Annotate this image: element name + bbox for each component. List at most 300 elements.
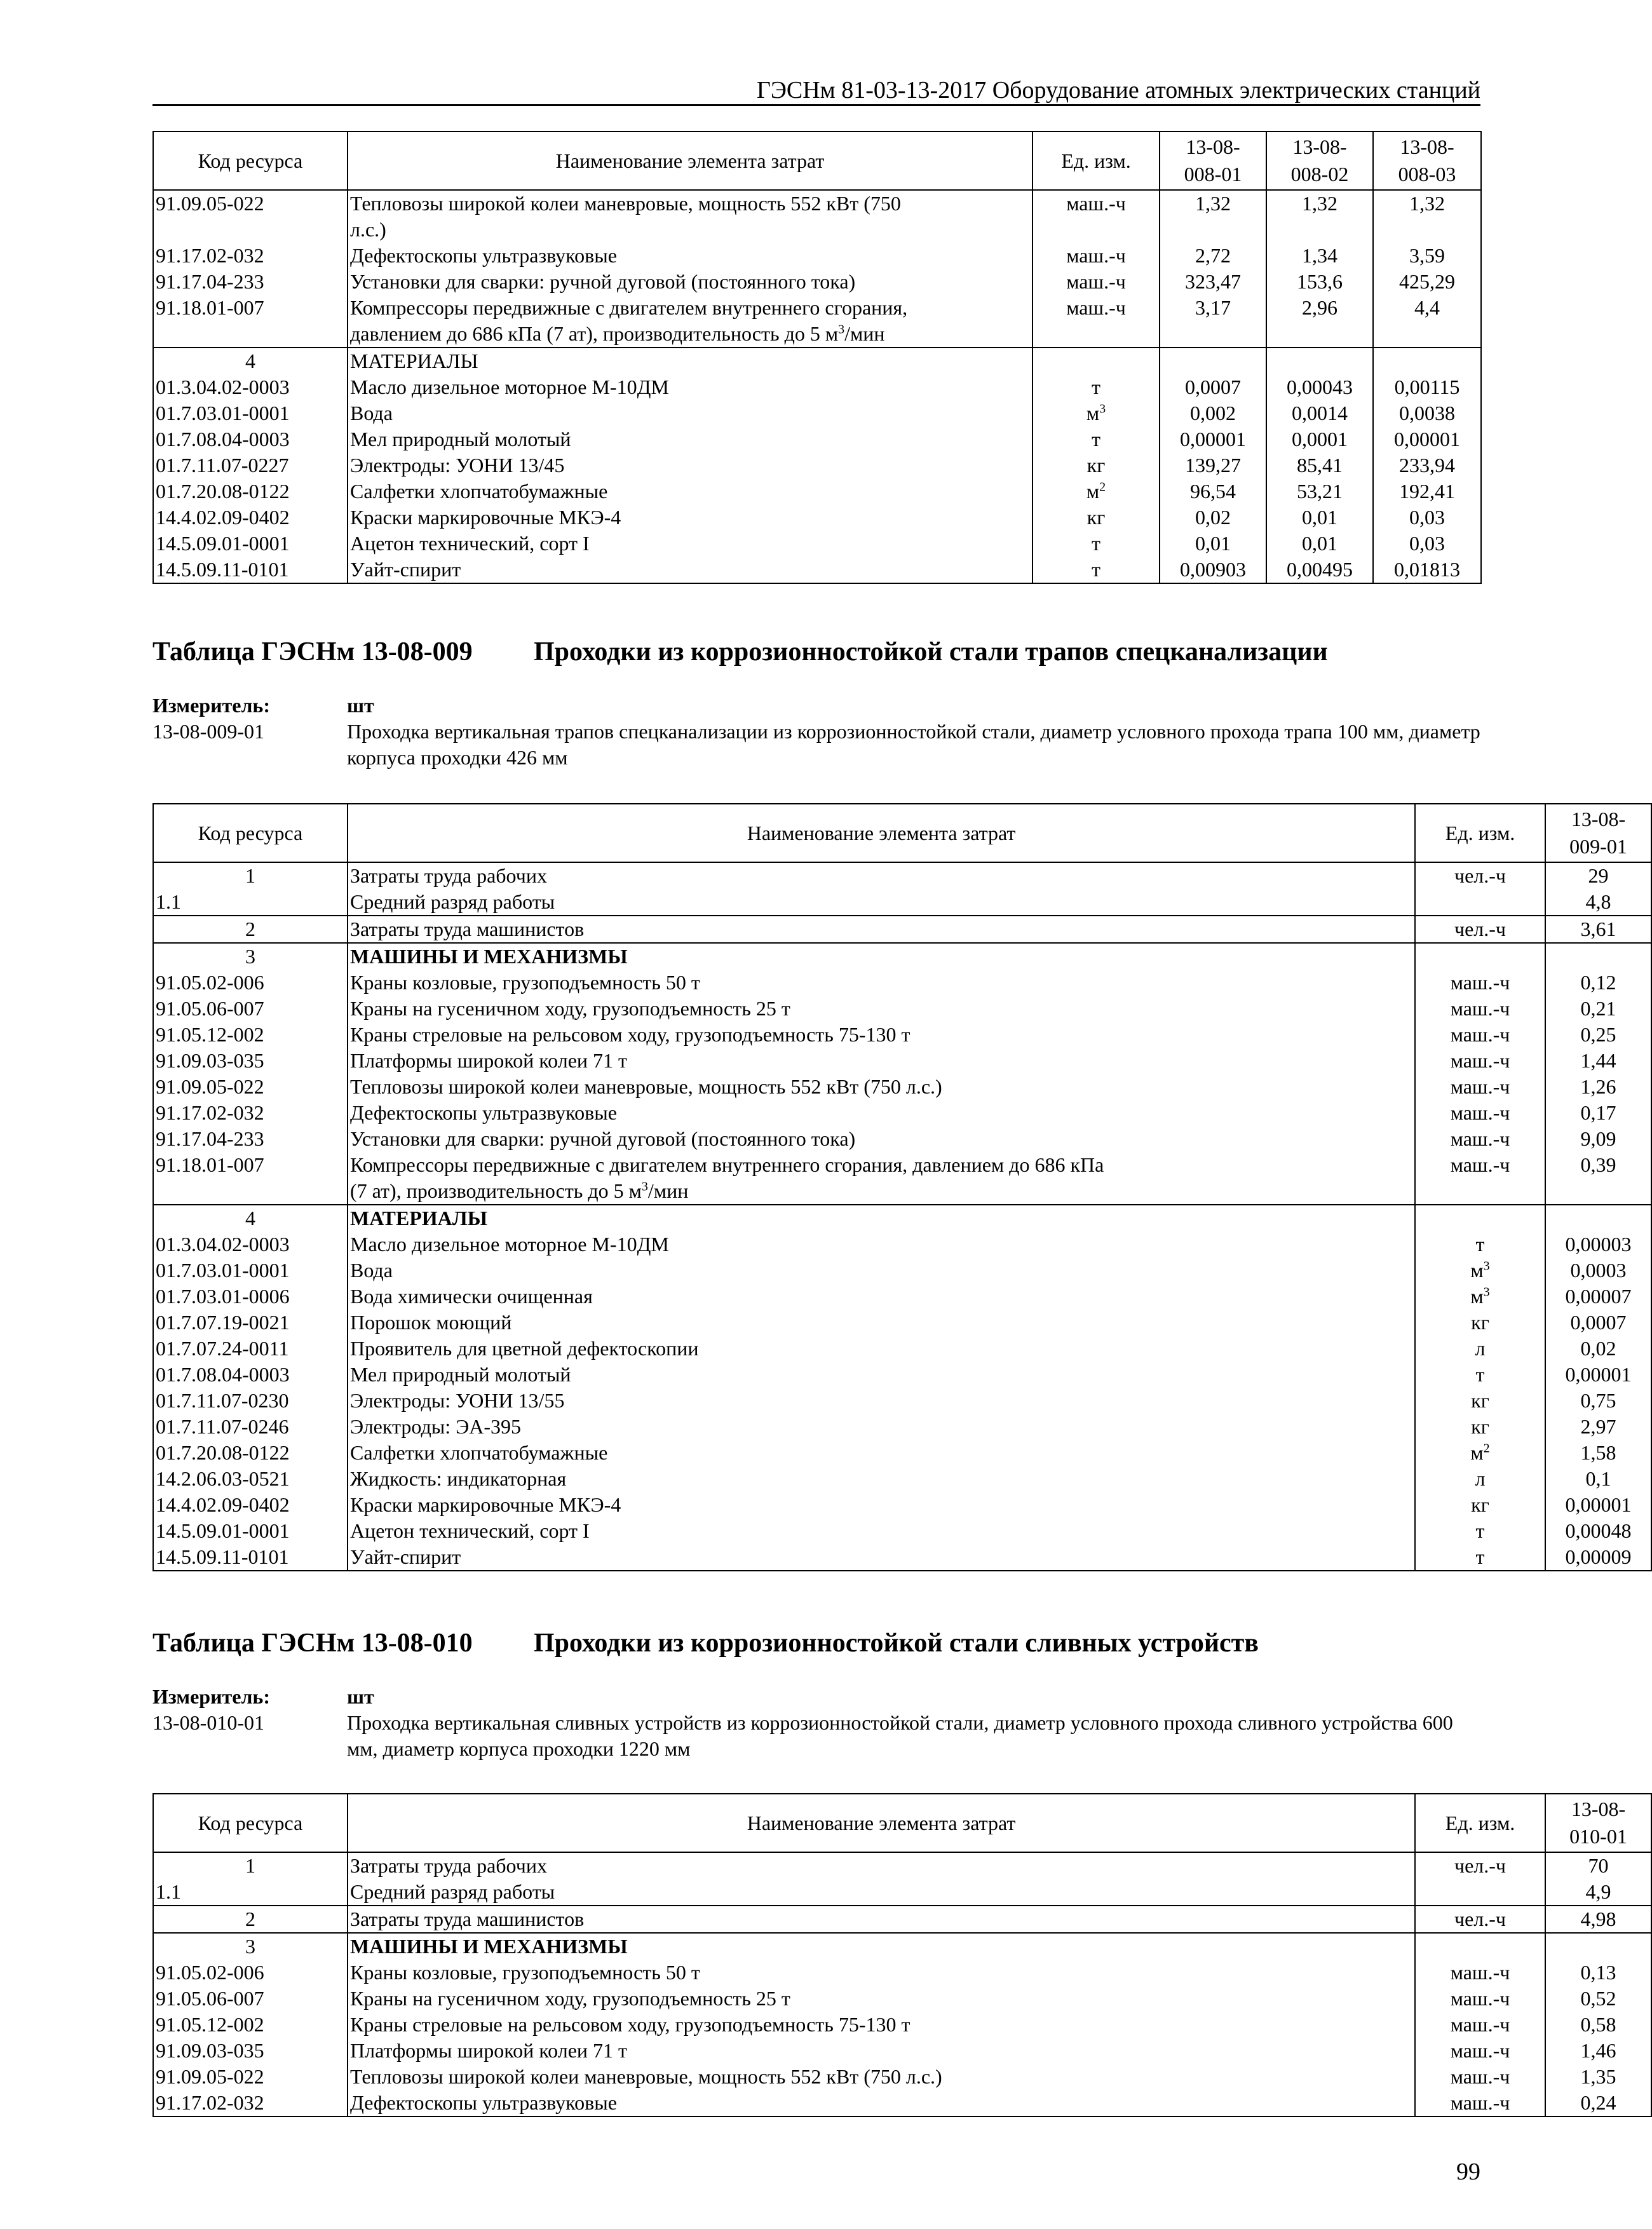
resource-value: 9,09 bbox=[1545, 1126, 1651, 1152]
resource-name: Краны козловые, грузоподъемность 50 т bbox=[348, 970, 1415, 996]
resource-code: 1.1 bbox=[153, 889, 348, 916]
resource-name: МАШИНЫ И МЕХАНИЗМЫ bbox=[348, 943, 1415, 970]
running-header: ГЭСНм 81-03-13-2017 Оборудование атомных электрических станций bbox=[756, 77, 1480, 104]
resource-value: 0,00009 bbox=[1545, 1544, 1651, 1571]
resource-value bbox=[1266, 348, 1373, 374]
resource-value: 0,39 bbox=[1545, 1152, 1651, 1205]
resource-name: Платформы широкой колеи 71 т bbox=[348, 2038, 1415, 2064]
resource-code: 14.5.09.01-0001 bbox=[153, 531, 348, 557]
table-row bbox=[153, 1100, 1651, 1126]
caption-number: Таблица ГЭСНм 13-08-010 bbox=[152, 1629, 473, 1658]
resource-unit: маш.-ч bbox=[1415, 1048, 1545, 1074]
table-row bbox=[153, 1074, 1651, 1100]
resource-value: 0,1 bbox=[1545, 1466, 1651, 1492]
resource-unit: маш.-ч bbox=[1415, 1960, 1545, 1986]
resource-name: Краны козловые, грузоподъемность 50 т bbox=[348, 1960, 1415, 1986]
table-row bbox=[153, 1152, 1651, 1205]
col-header-norm: 13-08- 008-03 bbox=[1373, 132, 1481, 190]
resource-name: Затраты труда рабочих bbox=[348, 862, 1415, 889]
resource-unit: маш.-ч bbox=[1415, 1100, 1545, 1126]
resource-unit: чел.-ч bbox=[1415, 916, 1545, 943]
resource-value: 0,0001 bbox=[1266, 426, 1373, 452]
resource-unit: маш.-ч bbox=[1415, 2038, 1545, 2064]
resource-value bbox=[1545, 1933, 1651, 1960]
resource-name: МАТЕРИАЛЫ bbox=[348, 348, 1032, 374]
resource-name: Электроды: ЭА-395 bbox=[348, 1414, 1415, 1440]
resource-unit: чел.-ч bbox=[1415, 1852, 1545, 1879]
table-row bbox=[153, 269, 1481, 295]
resource-unit: чел.-ч bbox=[1415, 862, 1545, 889]
resource-unit bbox=[1415, 1879, 1545, 1906]
resource-value: 0,75 bbox=[1545, 1388, 1651, 1414]
table-header-row bbox=[153, 1794, 1651, 1852]
header-rule bbox=[152, 104, 1480, 106]
caption-number: Таблица ГЭСНм 13-08-009 bbox=[152, 637, 473, 667]
resource-value: 0,12 bbox=[1545, 970, 1651, 996]
resource-value: 0,03 bbox=[1373, 505, 1481, 531]
resource-code: 2 bbox=[153, 916, 348, 943]
resource-unit: маш.-ч bbox=[1415, 1152, 1545, 1205]
resource-unit: кг bbox=[1415, 1414, 1545, 1440]
resource-value: 4,4 bbox=[1373, 295, 1481, 348]
resource-value: 1,35 bbox=[1545, 2064, 1651, 2090]
resource-value: 0,03 bbox=[1373, 531, 1481, 557]
resource-unit: т bbox=[1415, 1362, 1545, 1388]
col-header-code: Код ресурса bbox=[153, 804, 348, 862]
resource-value: 0,002 bbox=[1160, 400, 1266, 426]
resource-value: 0,00001 bbox=[1373, 426, 1481, 452]
caption-title: Проходки из коррозионностойкой стали сливных устройств bbox=[534, 1629, 1259, 1658]
resource-code: 91.09.03-035 bbox=[153, 2038, 348, 2064]
measure-unit: шт bbox=[347, 1685, 374, 1708]
table-row bbox=[153, 1048, 1651, 1074]
resource-value bbox=[1373, 348, 1481, 374]
resource-value: 0,00007 bbox=[1545, 1284, 1651, 1310]
resource-code: 3 bbox=[153, 1933, 348, 1960]
col-header-norm: 13-08- 008-02 bbox=[1266, 132, 1373, 190]
resource-value: 4,8 bbox=[1545, 889, 1651, 916]
resource-name: Вода bbox=[348, 400, 1032, 426]
resource-value: 0,24 bbox=[1545, 2090, 1651, 2117]
resource-table-13-08-008 bbox=[152, 131, 1482, 584]
measure-unit: шт bbox=[347, 694, 374, 717]
table-row bbox=[153, 1414, 1651, 1440]
table-row bbox=[153, 1492, 1651, 1518]
table-caption-13-08-010 bbox=[152, 1627, 1259, 1660]
table-row bbox=[153, 1544, 1651, 1571]
resource-code: 01.7.11.07-0230 bbox=[153, 1388, 348, 1414]
col-header-name: Наименование элемента затрат bbox=[348, 804, 1415, 862]
table-row bbox=[153, 1310, 1651, 1336]
table-row bbox=[153, 1257, 1651, 1284]
resource-value: 0,01813 bbox=[1373, 557, 1481, 583]
table-row bbox=[153, 889, 1651, 916]
resource-name: Ацетон технический, сорт I bbox=[348, 1518, 1415, 1544]
resource-value: 53,21 bbox=[1266, 478, 1373, 505]
item-description: Проходка вертикальная сливных устройств из коррозионностойкой стали, диаметр условного прохода сливного устройства 600 мм, диаметр корпуса проходки 1220 мм bbox=[347, 1711, 1453, 1760]
table-row bbox=[153, 243, 1481, 269]
resource-unit: маш.-ч bbox=[1415, 1126, 1545, 1152]
measure-label: Измеритель: bbox=[152, 1685, 270, 1708]
resource-value: 0,0003 bbox=[1545, 1257, 1651, 1284]
resource-name: Масло дизельное моторное М-10ДМ bbox=[348, 1231, 1415, 1257]
resource-value: 233,94 bbox=[1373, 452, 1481, 478]
resource-unit: $м^3$ bbox=[1415, 1257, 1545, 1284]
table-row bbox=[153, 557, 1481, 583]
resource-name: Краны стреловые на рельсовом ходу, грузоподъемность 75-130 т bbox=[348, 2012, 1415, 2038]
resource-name: Тепловозы широкой колеи маневровые, мощность 552 кВт (750 л.с.) bbox=[348, 2064, 1415, 2090]
resource-code: 01.7.20.08-0122 bbox=[153, 478, 348, 505]
resource-value: 323,47 bbox=[1160, 269, 1266, 295]
resource-code: 91.05.06-007 bbox=[153, 1986, 348, 2012]
table-header-row bbox=[153, 804, 1651, 862]
resource-value: 0,01 bbox=[1266, 505, 1373, 531]
resource-code: 14.4.02.09-0402 bbox=[153, 1492, 348, 1518]
resource-unit: маш.-ч bbox=[1415, 2012, 1545, 2038]
resource-unit: $м^3$ bbox=[1415, 1284, 1545, 1310]
resource-value: 0,00495 bbox=[1266, 557, 1373, 583]
measure-block-13-08-010 bbox=[152, 1684, 1480, 1762]
table-header-row bbox=[153, 132, 1481, 190]
resource-value: 0,00001 bbox=[1545, 1362, 1651, 1388]
resource-value: 0,58 bbox=[1545, 2012, 1651, 2038]
resource-value: 96,54 bbox=[1160, 478, 1266, 505]
table-row bbox=[153, 1231, 1651, 1257]
resource-name: Краски маркировочные МКЭ-4 bbox=[348, 1492, 1415, 1518]
resource-value: 0,00001 bbox=[1545, 1492, 1651, 1518]
resource-unit: кг bbox=[1032, 452, 1160, 478]
table-caption-13-08-009 bbox=[152, 635, 1328, 668]
resource-value: 3,17 bbox=[1160, 295, 1266, 348]
section-row bbox=[153, 1852, 1651, 1879]
table-row bbox=[153, 1986, 1651, 2012]
resource-code: 01.7.07.19-0021 bbox=[153, 1310, 348, 1336]
resource-unit: чел.-ч bbox=[1415, 1906, 1545, 1933]
section-row bbox=[153, 862, 1651, 889]
resource-name: Электроды: УОНИ 13/55 bbox=[348, 1388, 1415, 1414]
resource-value: 1,34 bbox=[1266, 243, 1373, 269]
resource-name: Компрессоры передвижные с двигателем внутреннего сгорания, давлением до 686 кПа (7 ат), производительность до 5 $м^3$/мин bbox=[348, 295, 1032, 348]
resource-code: 91.09.05-022 bbox=[153, 1074, 348, 1100]
table-row bbox=[153, 1284, 1651, 1310]
resource-value: 153,6 bbox=[1266, 269, 1373, 295]
resource-value: 0,00048 bbox=[1545, 1518, 1651, 1544]
resource-code: 91.18.01-007 bbox=[153, 1152, 348, 1205]
resource-code: 14.4.02.09-0402 bbox=[153, 505, 348, 531]
resource-value: 0,0038 bbox=[1373, 400, 1481, 426]
resource-value: 139,27 bbox=[1160, 452, 1266, 478]
resource-value: 2,97 bbox=[1545, 1414, 1651, 1440]
measure-label: Измеритель: bbox=[152, 694, 270, 717]
resource-code: 91.05.02-006 bbox=[153, 970, 348, 996]
resource-name: Затраты труда рабочих bbox=[348, 1852, 1415, 1879]
resource-name: Дефектоскопы ультразвуковые bbox=[348, 2090, 1415, 2117]
resource-unit bbox=[1415, 943, 1545, 970]
table-row bbox=[153, 1388, 1651, 1414]
resource-unit: кг bbox=[1415, 1492, 1545, 1518]
resource-name: Уайт-спирит bbox=[348, 557, 1032, 583]
table-row bbox=[153, 996, 1651, 1022]
resource-name: Вода химически очищенная bbox=[348, 1284, 1415, 1310]
resource-code: 01.3.04.02-0003 bbox=[153, 1231, 348, 1257]
col-header-name: Наименование элемента затрат bbox=[348, 1794, 1415, 1852]
table-row bbox=[153, 2038, 1651, 2064]
resource-value: 4,9 bbox=[1545, 1879, 1651, 1906]
resource-code: 1 bbox=[153, 1852, 348, 1879]
resource-unit: т bbox=[1415, 1231, 1545, 1257]
resource-name: Краны на гусеничном ходу, грузоподъемность 25 т bbox=[348, 1986, 1415, 2012]
resource-name: Порошок моющий bbox=[348, 1310, 1415, 1336]
resource-unit: т bbox=[1032, 374, 1160, 400]
resource-code: 01.7.08.04-0003 bbox=[153, 426, 348, 452]
resource-table-13-08-009 bbox=[152, 803, 1652, 1571]
resource-code: 91.05.06-007 bbox=[153, 996, 348, 1022]
resource-value: 1,32 bbox=[1160, 190, 1266, 243]
resource-value: 0,17 bbox=[1545, 1100, 1651, 1126]
resource-value: 192,41 bbox=[1373, 478, 1481, 505]
resource-value: 0,0007 bbox=[1160, 374, 1266, 400]
table-row bbox=[153, 2064, 1651, 2090]
resource-name: Компрессоры передвижные с двигателем внутреннего сгорания, давлением до 686 кПа (7 ат), производительность до 5 $м^3$/мин bbox=[348, 1152, 1415, 1205]
resource-unit: маш.-ч bbox=[1415, 2090, 1545, 2117]
resource-code: 91.05.12-002 bbox=[153, 2012, 348, 2038]
resource-name: Масло дизельное моторное М-10ДМ bbox=[348, 374, 1032, 400]
resource-value bbox=[1160, 348, 1266, 374]
resource-unit bbox=[1032, 348, 1160, 374]
resource-table-13-08-010 bbox=[152, 1793, 1652, 2117]
resource-value: 2,96 bbox=[1266, 295, 1373, 348]
resource-name: Затраты труда машинистов bbox=[348, 916, 1415, 943]
resource-name: Установки для сварки: ручной дуговой (постоянного тока) bbox=[348, 269, 1032, 295]
resource-value: 0,02 bbox=[1545, 1336, 1651, 1362]
table-row bbox=[153, 1022, 1651, 1048]
resource-unit bbox=[1415, 889, 1545, 916]
resource-code: 91.05.02-006 bbox=[153, 1960, 348, 1986]
resource-code: 1 bbox=[153, 862, 348, 889]
resource-value: 0,0014 bbox=[1266, 400, 1373, 426]
measure-block-13-08-009 bbox=[152, 693, 1480, 771]
resource-unit: т bbox=[1032, 557, 1160, 583]
resource-unit: кг bbox=[1415, 1310, 1545, 1336]
resource-code: 01.7.11.07-0227 bbox=[153, 452, 348, 478]
table-row bbox=[153, 531, 1481, 557]
resource-value: 0,00043 bbox=[1266, 374, 1373, 400]
resource-code: 91.09.05-022 bbox=[153, 190, 348, 243]
resource-unit: т bbox=[1032, 531, 1160, 557]
section-row bbox=[153, 943, 1651, 970]
resource-code: 01.7.03.01-0001 bbox=[153, 1257, 348, 1284]
resource-unit: маш.-ч bbox=[1415, 1986, 1545, 2012]
resource-code: 2 bbox=[153, 1906, 348, 1933]
table-row bbox=[153, 1960, 1651, 1986]
resource-code: 91.17.02-032 bbox=[153, 2090, 348, 2117]
resource-code: 91.17.04-233 bbox=[153, 269, 348, 295]
col-header-unit: Ед. изм. bbox=[1415, 1794, 1545, 1852]
resource-value: 0,25 bbox=[1545, 1022, 1651, 1048]
table-row bbox=[153, 1518, 1651, 1544]
resource-name: Дефектоскопы ультразвуковые bbox=[348, 1100, 1415, 1126]
resource-name: Краски маркировочные МКЭ-4 bbox=[348, 505, 1032, 531]
resource-code: 14.2.06.03-0521 bbox=[153, 1466, 348, 1492]
resource-value: 425,29 bbox=[1373, 269, 1481, 295]
resource-value: 29 bbox=[1545, 862, 1651, 889]
resource-name: Установки для сварки: ручной дуговой (постоянного тока) bbox=[348, 1126, 1415, 1152]
table-row bbox=[153, 1879, 1651, 1906]
resource-value: 0,21 bbox=[1545, 996, 1651, 1022]
table-row bbox=[153, 295, 1481, 348]
resource-unit: $м^2$ bbox=[1032, 478, 1160, 505]
resource-unit: $м^2$ bbox=[1415, 1440, 1545, 1466]
resource-code: 01.3.04.02-0003 bbox=[153, 374, 348, 400]
section-row bbox=[153, 916, 1651, 943]
item-description: Проходка вертикальная трапов спецканализации из коррозионностойкой стали, диаметр условного прохода трапа 100 мм, диаметр корпуса проходки 426 мм bbox=[347, 720, 1480, 769]
resource-value: 1,58 bbox=[1545, 1440, 1651, 1466]
resource-code: 01.7.03.01-0001 bbox=[153, 400, 348, 426]
resource-unit: т bbox=[1032, 426, 1160, 452]
resource-name: Тепловозы широкой колеи маневровые, мощность 552 кВт (750 л.с.) bbox=[348, 1074, 1415, 1100]
resource-code: 01.7.03.01-0006 bbox=[153, 1284, 348, 1310]
resource-code: 01.7.20.08-0122 bbox=[153, 1440, 348, 1466]
resource-code: 91.17.02-032 bbox=[153, 1100, 348, 1126]
resource-unit: кг bbox=[1032, 505, 1160, 531]
resource-value: 1,46 bbox=[1545, 2038, 1651, 2064]
resource-unit: л bbox=[1415, 1336, 1545, 1362]
resource-value: 0,02 bbox=[1160, 505, 1266, 531]
resource-value: 4,98 bbox=[1545, 1906, 1651, 1933]
resource-value: 0,00903 bbox=[1160, 557, 1266, 583]
resource-value: 1,32 bbox=[1266, 190, 1373, 243]
resource-code: 14.5.09.11-0101 bbox=[153, 557, 348, 583]
table-row bbox=[153, 190, 1481, 243]
table-row bbox=[153, 400, 1481, 426]
col-header-code: Код ресурса bbox=[153, 132, 348, 190]
resource-value: 3,61 bbox=[1545, 916, 1651, 943]
resource-value: 0,0007 bbox=[1545, 1310, 1651, 1336]
resource-code: 01.7.11.07-0246 bbox=[153, 1414, 348, 1440]
resource-value bbox=[1545, 1205, 1651, 1231]
resource-unit: маш.-ч bbox=[1032, 190, 1160, 243]
resource-unit: маш.-ч bbox=[1032, 243, 1160, 269]
table-row bbox=[153, 1336, 1651, 1362]
resource-name: Дефектоскопы ультразвуковые bbox=[348, 243, 1032, 269]
table-row bbox=[153, 426, 1481, 452]
resource-name: Салфетки хлопчатобумажные bbox=[348, 478, 1032, 505]
table-row bbox=[153, 970, 1651, 996]
section-row bbox=[153, 1933, 1651, 1960]
resource-unit: маш.-ч bbox=[1415, 2064, 1545, 2090]
col-header-unit: Ед. изм. bbox=[1415, 804, 1545, 862]
resource-value: 0,00003 bbox=[1545, 1231, 1651, 1257]
resource-unit bbox=[1415, 1205, 1545, 1231]
table-row bbox=[153, 1126, 1651, 1152]
col-header-code: Код ресурса bbox=[153, 1794, 348, 1852]
table-row bbox=[153, 2090, 1651, 2117]
resource-unit: маш.-ч bbox=[1032, 269, 1160, 295]
resource-name: Платформы широкой колеи 71 т bbox=[348, 1048, 1415, 1074]
resource-value: 70 bbox=[1545, 1852, 1651, 1879]
table-row bbox=[153, 452, 1481, 478]
resource-name: Электроды: УОНИ 13/45 bbox=[348, 452, 1032, 478]
resource-name: Краны на гусеничном ходу, грузоподъемность 25 т bbox=[348, 996, 1415, 1022]
resource-value: 85,41 bbox=[1266, 452, 1373, 478]
resource-name: Уайт-спирит bbox=[348, 1544, 1415, 1571]
col-header-norm: 13-08- 010-01 bbox=[1545, 1794, 1651, 1852]
col-header-norm: 13-08- 008-01 bbox=[1160, 132, 1266, 190]
table-row bbox=[153, 1440, 1651, 1466]
resource-unit: маш.-ч bbox=[1415, 970, 1545, 996]
section-row bbox=[153, 1205, 1651, 1231]
resource-name: Средний разряд работы bbox=[348, 1879, 1415, 1906]
resource-code: 91.09.03-035 bbox=[153, 1048, 348, 1074]
resource-code: 14.5.09.01-0001 bbox=[153, 1518, 348, 1544]
col-header-norm: 13-08- 009-01 bbox=[1545, 804, 1651, 862]
resource-code: 3 bbox=[153, 943, 348, 970]
resource-value: 1,32 bbox=[1373, 190, 1481, 243]
resource-unit: маш.-ч bbox=[1415, 1022, 1545, 1048]
resource-unit: т bbox=[1415, 1544, 1545, 1571]
resource-code: 01.7.08.04-0003 bbox=[153, 1362, 348, 1388]
resource-code: 4 bbox=[153, 1205, 348, 1231]
resource-code: 1.1 bbox=[153, 1879, 348, 1906]
resource-unit: $м^3$ bbox=[1032, 400, 1160, 426]
caption-title: Проходки из коррозионностойкой стали трапов спецканализации bbox=[534, 637, 1328, 667]
table-row bbox=[153, 1466, 1651, 1492]
resource-name: МАШИНЫ И МЕХАНИЗМЫ bbox=[348, 1933, 1415, 1960]
resource-name: Ацетон технический, сорт I bbox=[348, 531, 1032, 557]
resource-unit: маш.-ч bbox=[1415, 1074, 1545, 1100]
section-row bbox=[153, 348, 1481, 374]
resource-unit: маш.-ч bbox=[1415, 996, 1545, 1022]
resource-value: 1,44 bbox=[1545, 1048, 1651, 1074]
resource-value: 0,00115 bbox=[1373, 374, 1481, 400]
resource-unit: маш.-ч bbox=[1032, 295, 1160, 348]
resource-name: Мел природный молотый bbox=[348, 426, 1032, 452]
resource-value: 2,72 bbox=[1160, 243, 1266, 269]
resource-value: 0,00001 bbox=[1160, 426, 1266, 452]
table-row bbox=[153, 2012, 1651, 2038]
col-header-unit: Ед. изм. bbox=[1032, 132, 1160, 190]
resource-unit: т bbox=[1415, 1518, 1545, 1544]
resource-unit bbox=[1415, 1933, 1545, 1960]
resource-name: Салфетки хлопчатобумажные bbox=[348, 1440, 1415, 1466]
resource-value: 0,52 bbox=[1545, 1986, 1651, 2012]
resource-name: Жидкость: индикаторная bbox=[348, 1466, 1415, 1492]
resource-value: 3,59 bbox=[1373, 243, 1481, 269]
page-number: 99 bbox=[1456, 2158, 1480, 2185]
resource-unit: кг bbox=[1415, 1388, 1545, 1414]
col-header-name: Наименование элемента затрат bbox=[348, 132, 1032, 190]
table-row bbox=[153, 505, 1481, 531]
resource-name: Тепловозы широкой колеи маневровые, мощность 552 кВт (750 л.с.) bbox=[348, 190, 1032, 243]
section-row bbox=[153, 1906, 1651, 1933]
table-row bbox=[153, 478, 1481, 505]
table-row bbox=[153, 1362, 1651, 1388]
resource-code: 91.17.04-233 bbox=[153, 1126, 348, 1152]
resource-code: 91.09.05-022 bbox=[153, 2064, 348, 2090]
resource-code: 91.05.12-002 bbox=[153, 1022, 348, 1048]
resource-value bbox=[1545, 943, 1651, 970]
resource-code: 4 bbox=[153, 348, 348, 374]
item-code: 13-08-010-01 bbox=[152, 1711, 264, 1734]
resource-code: 91.18.01-007 bbox=[153, 295, 348, 348]
resource-value: 0,01 bbox=[1266, 531, 1373, 557]
resource-name: Мел природный молотый bbox=[348, 1362, 1415, 1388]
resource-name: Краны стреловые на рельсовом ходу, грузоподъемность 75-130 т bbox=[348, 1022, 1415, 1048]
resource-value: 0,01 bbox=[1160, 531, 1266, 557]
resource-name: МАТЕРИАЛЫ bbox=[348, 1205, 1415, 1231]
resource-code: 91.17.02-032 bbox=[153, 243, 348, 269]
resource-name: Проявитель для цветной дефектоскопии bbox=[348, 1336, 1415, 1362]
